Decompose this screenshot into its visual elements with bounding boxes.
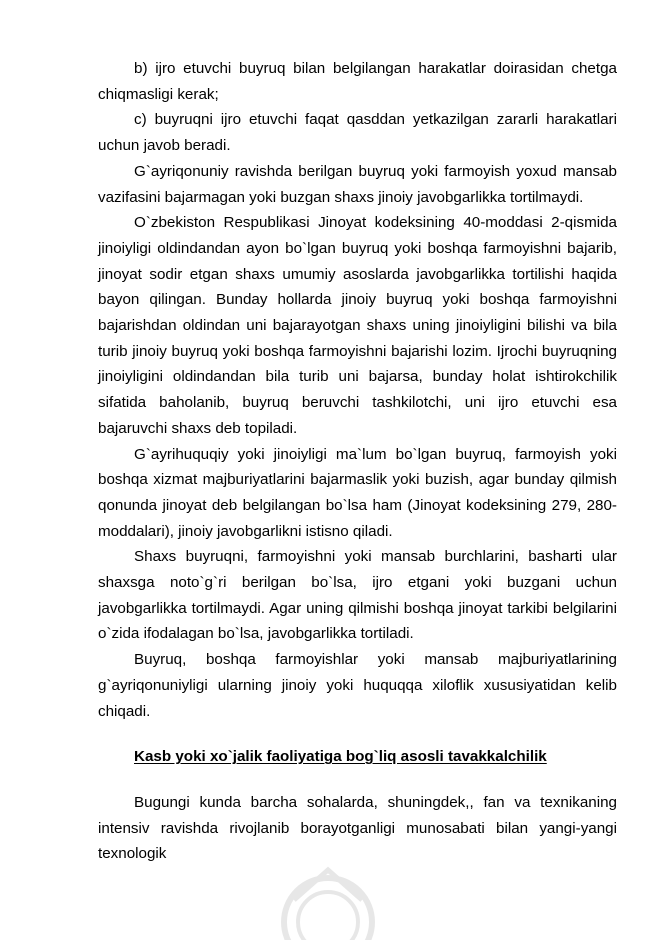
paragraph-c-clause: c) buyruqni ijro etuvchi faqat qasddan yetkazilgan zararli harakatlari uchun javob beradi. <box>98 111 617 155</box>
document-body <box>98 56 617 867</box>
paragraph-b-clause: b) ijro etuvchi buyruq bilan belgilangan harakatlar doirasidan chetga chiqmasligi kerak; <box>98 60 617 103</box>
paragraph-wrongly-given-order: Shaxs buyruqni, farmoyishni yoki mansab burchlarini, basharti ular shaxsga noto`g`ri berilgan bo`lsa, ijro etgani yoki buzgani uchun javobgarlikka tortilmaydi. Agar uning qilmishi boshqa jinoyat tarkibi belgilarini o`zida ifodalagan bo`lsa, javobgarlikka tortiladi. <box>98 548 617 643</box>
paragraph-unlawful-order: G`ayrihuquqiy yoki jinoiyligi ma`lum bo`lgan buyruq, farmoyish yoki boshqa xizmat majburiyatlarini bajarmaslik yoki buzish, agar bunday qilmish qonunda jinoyat deb belgilangan bo`lsa ham (Jinoyat kodeksining 279, 280-moddalari), jinoiy javobgarlikni istisno qiladi. <box>98 445 617 540</box>
spacer <box>98 724 617 744</box>
section-heading: Kasb yoki xo`jalik faoliyatiga bog`liq asosli tavakkalchilik <box>134 748 547 766</box>
paragraph-illegal-order: G`ayriqonuniy ravishda berilgan buyruq yoki farmoyish yoxud mansab vazifasini bajarmagan yoki buzgan shaxs jinoiy javobgarlikka tortilmaydi. <box>98 162 617 206</box>
paragraph-technology-risk: Bugungi kunda barcha sohalarda, shuningdek,, fan va texnikaning intensiv ravishda rivojlanib borayotganligi munosabati bilan yangi-yangi texnologik <box>98 793 617 863</box>
paragraph-criminal-code-40: O`zbekiston Respublikasi Jinoyat kodeksining 40-moddasi 2-qismida jinoiyligi oldindandan ayon bo`lgan buyruq yoki boshqa farmoyishni bajarib, jinoyat sodir etgan shaxs umumiy asoslarda javobgarlikka tortilishi haqida bayon qilingan. Bunday hollarda jinoiy buyruq yoki boshqa farmoyishni bajarishdan oldindan uni bajarayotgan shaxs uning jinoiyligini bilishi va bila turib jinoiy buyruq yoki boshqa farmoyishni bajarishi lozim. Ijrochi buyruqning jinoiyligini oldindandan bila turib uni bajarsa, bunday holat ishtirokchilik sifatida baholanib, buyruq beruvchi tashkilotchi, uni ijro etuvchi esa bajaruvchi shaxs deb topiladi. <box>98 214 617 437</box>
watermark-logo-icon <box>198 860 458 940</box>
spacer <box>98 770 617 790</box>
paragraph-illegality-source: Buyruq, boshqa farmoyishlar yoki mansab majburiyatlarining g`ayriqonuniyligi ularning jinoiy yoki huquqqa xiloflik xususiyatidan kelib chiqadi. <box>98 651 617 720</box>
